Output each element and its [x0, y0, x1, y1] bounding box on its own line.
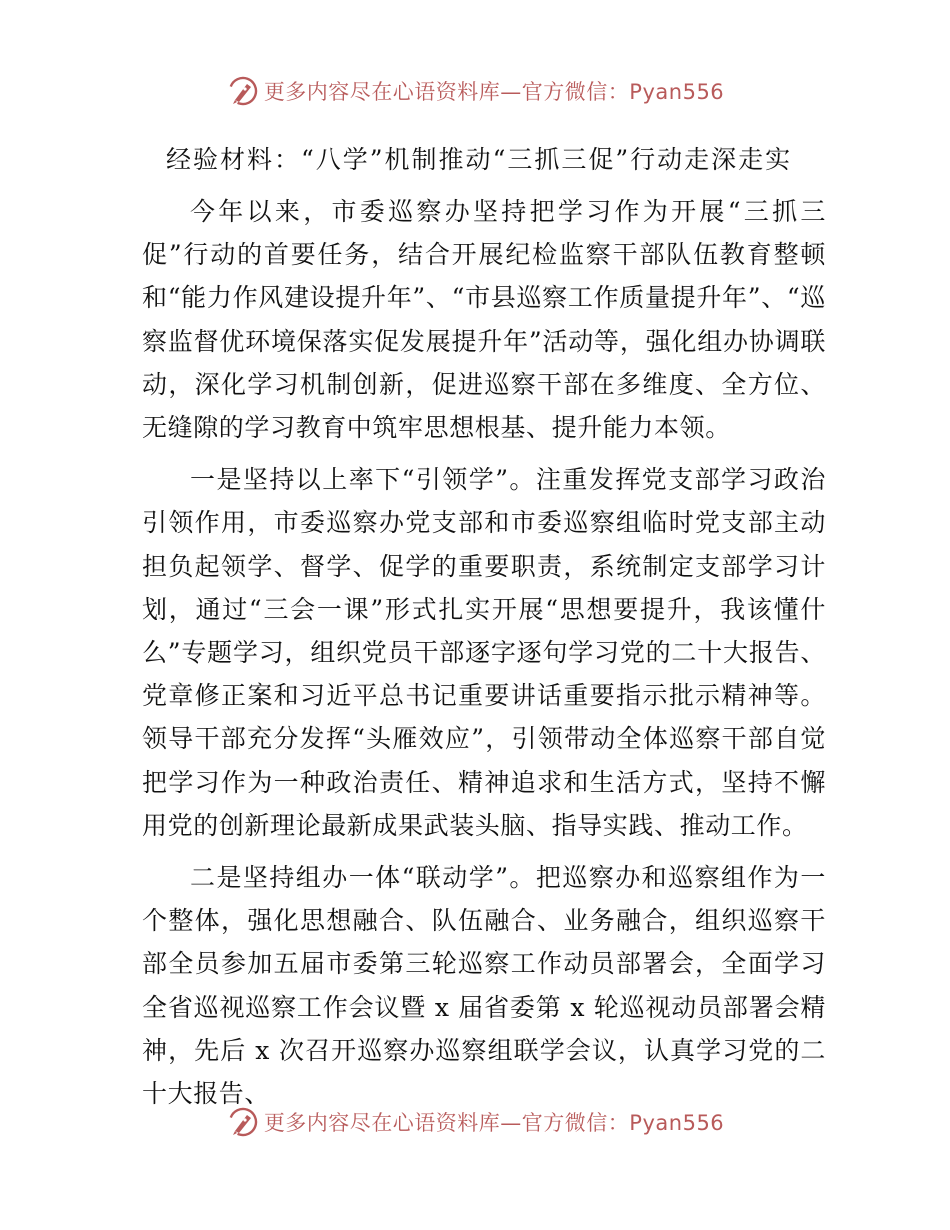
paragraph-point-one: 一是坚持以上率下“引领学”。注重发挥党支部学习政治引领作用，市委巡察办党支部和市委巡察组临时党支部主动担负起领学、督学、促学的重要职责，系统制定支部学习计划，通过“三会一课”形式扎实开展“思想要提升，我该懂什么”专题学习，组织党员干部逐字逐句学习党的二十大报告、党章修正案和习近平总书记重要讲话重要指示批示精神等。领导干部充分发挥“头雁效应”，引领带动全体巡察干部自觉把学习作为一种政治责任、精神追求和生活方式，坚持不懈用党的创新理论最新成果武装头脑、指导实践、推动工作。	[142, 465, 826, 840]
watermark-header	[0, 71, 950, 111]
watermark-footer	[0, 1102, 950, 1142]
paragraph-point-two: 二是坚持组办一体“联动学”。把巡察办和巡察组作为一个整体，强化思想融合、队伍融合、业务融合，组织巡察干部全员参加五届市委第三轮巡察工作动员部署会，全面学习全省巡视巡察工作会议暨 x 届省委第 x 轮巡视动员部署会精神，先后 x 次召开巡察办巡察组联学会议，认真学习党的二十大报告、	[142, 863, 826, 1109]
paragraph-intro: 今年以来，市委巡察办坚持把学习作为开展“三抓三促”行动的首要任务，结合开展纪检监察干部队伍教育整顿和“能力作风建设提升年”、“市县巡察工作质量提升年”、“巡察监督优环境保落实促发展提升年”活动等，强化组办协调联动，深化学习机制创新，促进巡察干部在多维度、全方位、无缝隙的学习教育中筑牢思想根基、提升能力本领。	[142, 197, 826, 443]
watermark-text: 更多内容尽在心语资料库—官方微信：Pyan556	[263, 80, 725, 104]
pen-nib-logo-icon	[226, 74, 260, 108]
document-title: 经验材料：“八学”机制推动“三抓三促”行动走深走实	[166, 145, 793, 174]
pen-nib-logo-icon	[226, 1105, 260, 1139]
document-body	[142, 190, 826, 1124]
watermark-text: 更多内容尽在心语资料库—官方微信：Pyan556	[263, 1111, 725, 1135]
